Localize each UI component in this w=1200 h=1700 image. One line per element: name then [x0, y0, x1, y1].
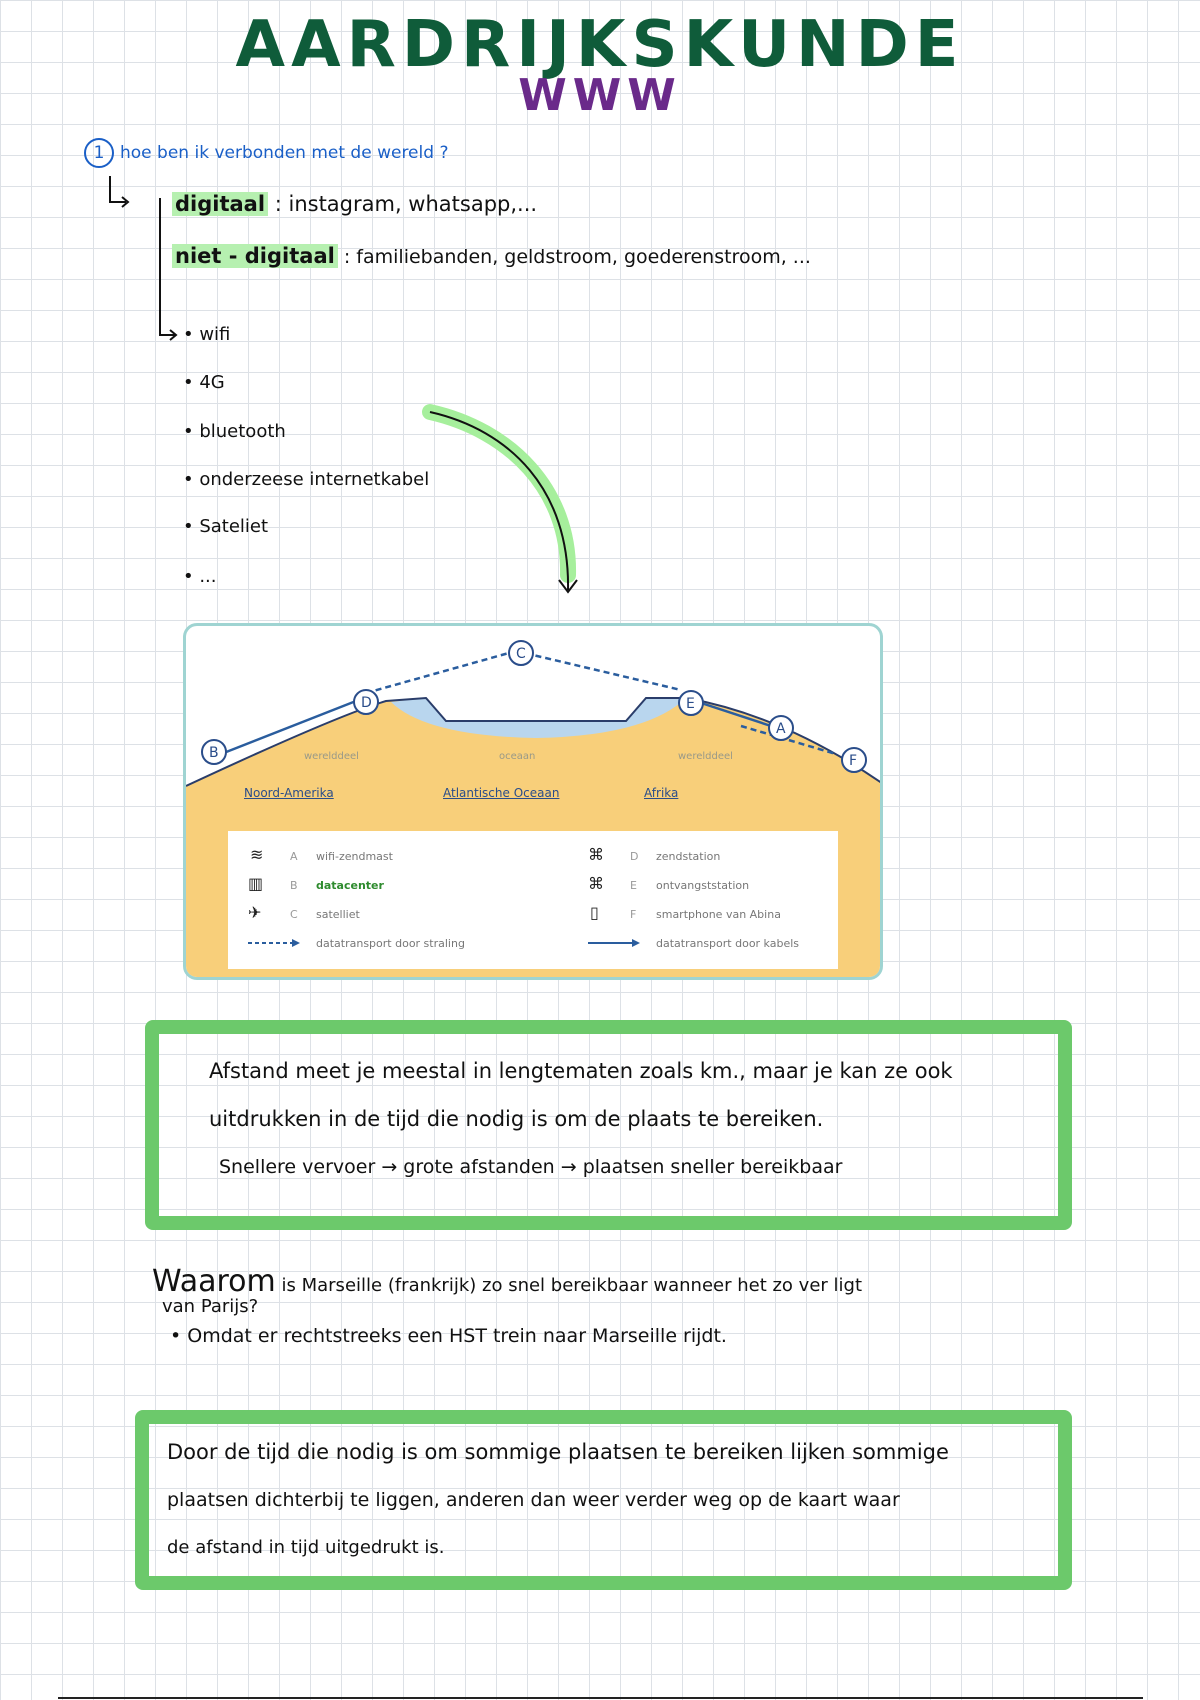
point-label: C	[516, 646, 526, 662]
question-2	[152, 1264, 862, 1299]
box2-line: de afstand in tijd uitgedrukt is.	[167, 1537, 445, 1558]
legend-text: datatransport door kabels	[656, 937, 800, 950]
region-noord-amerika: Noord-Amerika	[244, 786, 334, 800]
legend-letter: F	[630, 908, 637, 921]
datacenter-icon: ▥	[248, 874, 264, 893]
box1-line: Snellere vervoer → grote afstanden → plaatsen sneller bereikbaar	[219, 1156, 843, 1178]
digital-text: : instagram, whatsapp,...	[274, 192, 538, 216]
radiation-line	[516, 651, 681, 690]
legend-letter: B	[290, 879, 298, 892]
page-subtitle: WWW	[518, 70, 682, 121]
list-item: • wifi	[183, 324, 231, 345]
region-afrika: Afrika	[644, 786, 679, 800]
legend-letter: D	[630, 850, 639, 863]
question-2-answer: • Omdat er rechtstreeks een HST trein naar Marseille rijdt.	[170, 1325, 727, 1347]
curved-arrow	[420, 400, 600, 610]
list-item: • onderzeese internetkabel	[183, 469, 430, 490]
question-2-rest: is Marseille (frankrijk) zo snel bereikbaar wanneer het zo ver ligt	[281, 1275, 862, 1296]
question-number: 1	[84, 138, 114, 168]
summary-box-2	[135, 1410, 1072, 1590]
nondigital-line	[172, 244, 811, 268]
point-C	[509, 641, 533, 665]
label-werelddeel: werelddeel	[304, 751, 359, 762]
radiation-line	[366, 651, 516, 693]
point-D	[354, 690, 378, 714]
list-item: • bluetooth	[183, 421, 286, 442]
page-title: AARDRIJKSKUNDE	[235, 8, 965, 82]
region-atlantische-oceaan: Atlantische Oceaan	[443, 786, 560, 800]
label-oceaan: oceaan	[499, 751, 536, 762]
question-1-text: hoe ben ik verbonden met de wereld ?	[120, 143, 449, 163]
legend-text: datatransport door straling	[316, 937, 465, 950]
receiver-icon: ⌘	[588, 874, 604, 893]
digital-line	[172, 192, 537, 216]
question-2-first-word: Waarom	[152, 1264, 276, 1299]
question-2-line2: van Parijs?	[162, 1296, 259, 1317]
legend-text: datacenter	[316, 879, 384, 892]
legend-text: satelliet	[316, 908, 360, 921]
legend-text: zendstation	[656, 850, 721, 863]
network-diagram	[183, 623, 883, 980]
point-F	[842, 748, 866, 772]
point-A	[769, 716, 793, 740]
legend-text: ontvangststation	[656, 879, 750, 892]
point-label: A	[776, 721, 786, 737]
legend-letter: E	[630, 879, 637, 892]
diagram-legend	[228, 831, 838, 969]
box1-line: Afstand meet je meestal in lengtematen zoals km., maar je kan ze ook	[209, 1059, 953, 1083]
satellite-icon: ✈	[248, 903, 262, 922]
point-label: B	[209, 745, 219, 761]
legend-letter: C	[290, 908, 298, 921]
box2-line: plaatsen dichterbij te liggen, anderen dan weer verder weg op de kaart waar	[167, 1489, 900, 1511]
point-label: D	[361, 695, 372, 711]
digital-label: digitaal	[172, 192, 268, 216]
legend-text: wifi-zendmast	[316, 850, 393, 863]
wifi-mast-icon: ≋	[250, 845, 264, 864]
bottom-divider	[58, 1697, 1143, 1699]
legend-letter: A	[290, 850, 298, 863]
nondigital-label: niet - digitaal	[172, 244, 338, 268]
smartphone-icon: ▯	[590, 903, 599, 922]
point-label: F	[849, 753, 858, 769]
summary-box-1	[145, 1020, 1072, 1230]
point-B	[202, 740, 226, 764]
legend-solid-arrow	[588, 939, 640, 947]
list-item: • 4G	[183, 372, 225, 393]
question-1	[84, 138, 448, 168]
point-E	[679, 691, 703, 715]
transmitter-icon: ⌘	[588, 845, 604, 864]
legend-text: smartphone van Abina	[656, 908, 781, 921]
list-item: • Sateliet	[183, 516, 269, 537]
label-werelddeel: werelddeel	[678, 751, 733, 762]
box2-line: Door de tijd die nodig is om sommige plaatsen te bereiken lijken sommige	[167, 1440, 949, 1464]
legend-dashed-arrow	[248, 939, 300, 947]
box1-line: uitdrukken in de tijd die nodig is om de plaats te bereiken.	[209, 1107, 824, 1131]
bracket-arrow	[100, 170, 180, 350]
nondigital-text: : familiebanden, geldstroom, goederenstroom, ...	[343, 246, 811, 268]
point-label: E	[686, 696, 695, 712]
list-item: • ...	[183, 566, 217, 587]
